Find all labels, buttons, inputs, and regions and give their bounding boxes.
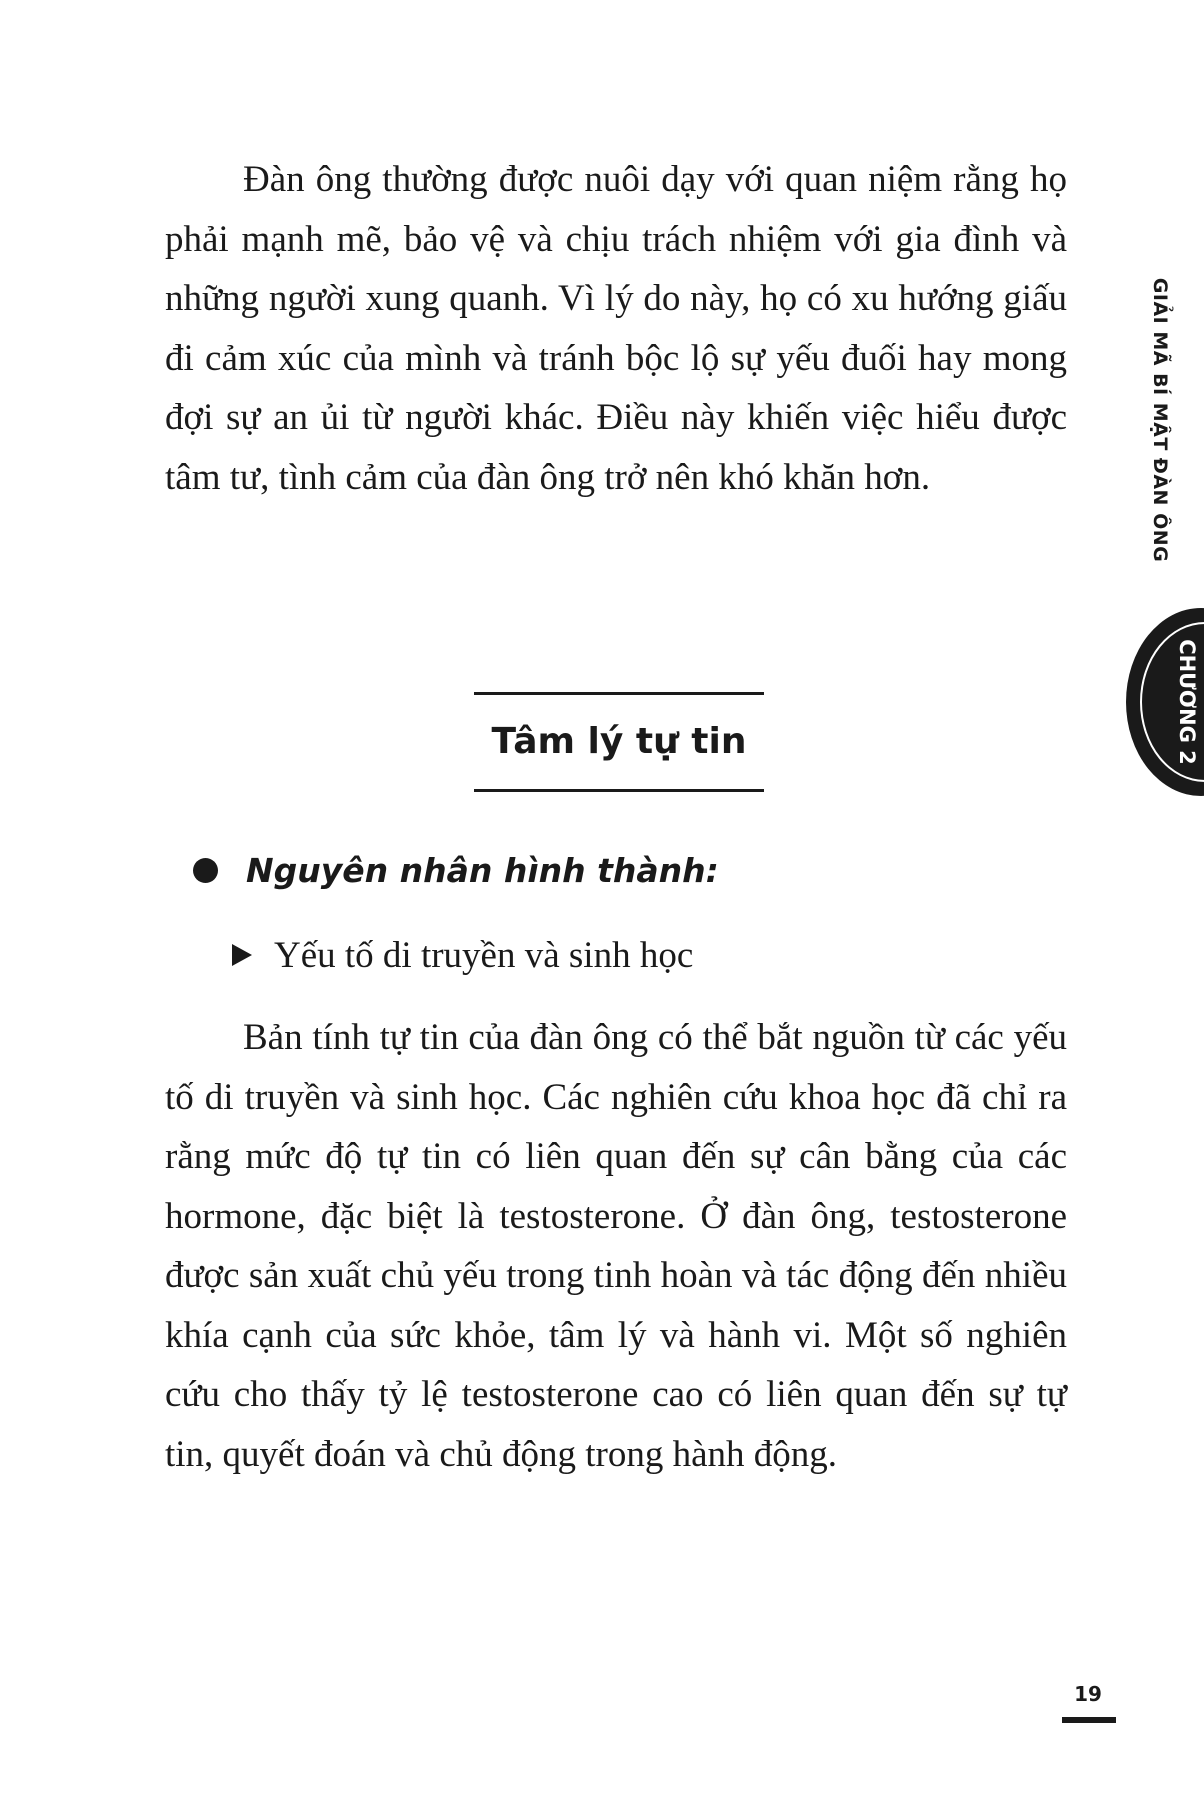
bullet-heading: Nguyên nhân hình thành: [246,850,719,890]
triangle-right-icon [232,944,252,966]
chapter-label: CHƯƠNG 2 [1175,639,1199,765]
paragraph-genetics [165,1008,1067,1484]
bullet-item [193,840,719,900]
sub-item [232,925,693,985]
running-head: GIẢI MÃ BÍ MẬT ĐÀN ÔNG [1149,277,1171,563]
page-number-bar [1062,1717,1116,1723]
page-number: 19 [1074,1682,1102,1706]
paragraph-genetics-text: Bản tính tự tin của đàn ông có thể bắt nguồn từ các yếu tố di truyền và sinh học. Các nghiên cứu khoa học đã chỉ ra rằng mức độ tự tin có liên quan đến sự cân bằng của các hormone, đặc biệt là testosterone. Ở đàn ông, testosterone được sản xuất chủ yếu trong tinh hoàn và tác động đến nhiều khía cạnh của sức khỏe, tâm lý và hành vi. Một số nghiên cứu cho thấy tỷ lệ testosterone cao có liên quan đến sự tự tin, quyết đoán và chủ động trong hành động. [165,1017,1067,1475]
paragraph-upbringing [165,150,1067,507]
paragraph-upbringing-text: Đàn ông thường được nuôi dạy với quan niệm rằng họ phải mạnh mẽ, bảo vệ và chịu trách nhiệm với gia đình và những người xung quanh. Vì lý do này, họ có xu hướng giấu đi cảm xúc của mình và tránh bộc lộ sự yếu đuối hay mong đợi sự an ủi từ người khác. Điều này khiến việc hiểu được tâm tư, tình cảm của đàn ông trở nên khó khăn hơn. [165,159,1067,498]
heading-rule-bottom [474,789,764,792]
section-heading: Tâm lý tự tin [491,721,747,762]
sub-heading: Yếu tố di truyền và sinh học [274,934,694,976]
heading-rule-top [474,692,764,695]
bullet-dot-icon [193,858,218,883]
